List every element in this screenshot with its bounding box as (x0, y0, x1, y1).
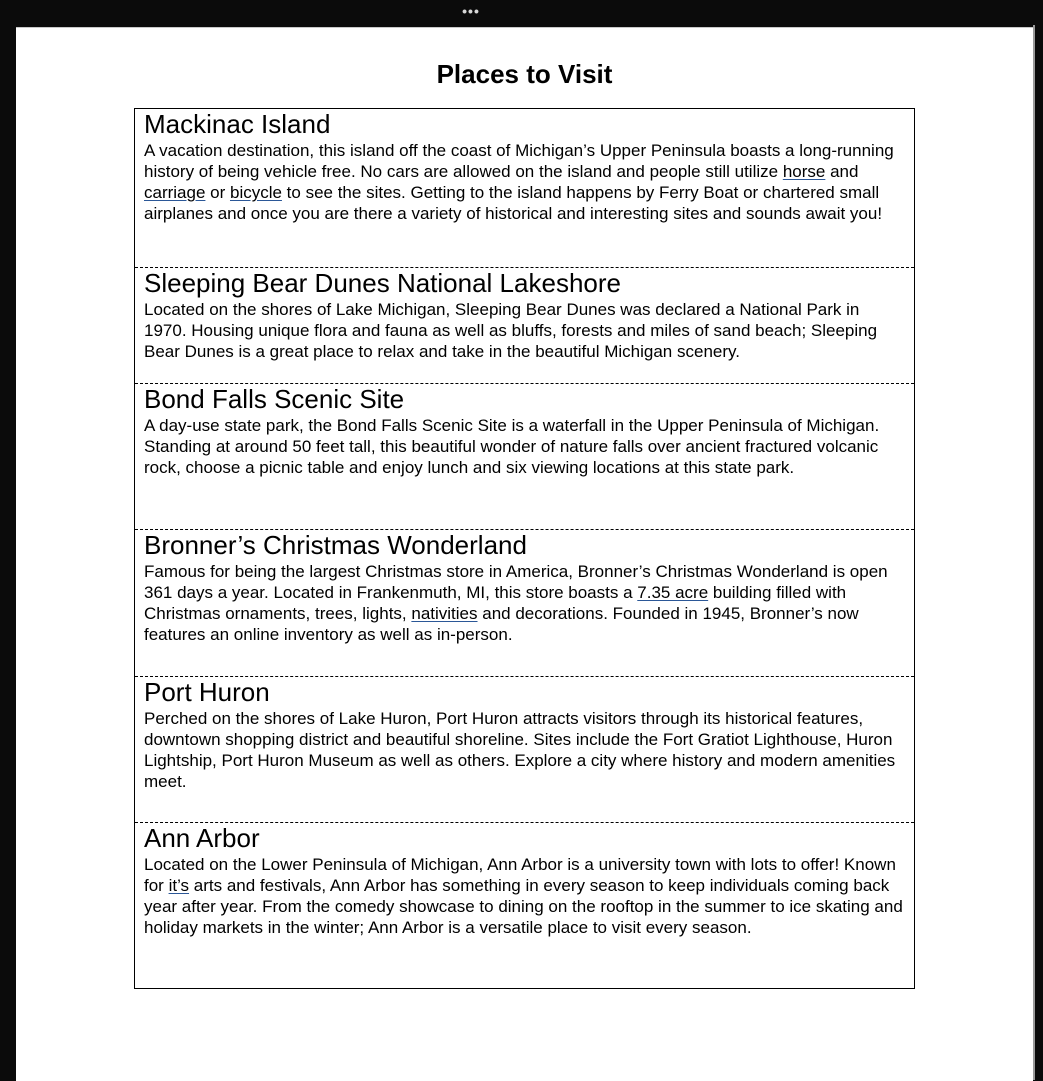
description-text: and (825, 162, 859, 181)
underlined-word: nativities (411, 604, 478, 623)
place-heading: Bond Falls Scenic Site (144, 384, 405, 414)
underlined-word: horse (782, 162, 826, 181)
underlined-word: carriage (144, 183, 206, 202)
underlined-word: 7.35 acre (637, 583, 709, 602)
place-cell-port-huron (135, 676, 914, 822)
description-text: Located on the Lower Peninsula of Michigan, Ann Arbor is a university town with lots to offer! Known for (144, 855, 896, 895)
place-cell-bronners (135, 529, 914, 676)
description-text: and decorations. Founded in 1945, Bronner’s now features an online inventory as well as in-person. (144, 604, 859, 644)
page-edge-divider (1033, 25, 1035, 1080)
description-text: arts and festivals, Ann Arbor has something in every season to keep individuals coming back year after year. From the comedy showcase to dining on the rooftop in the summer to ice skating and holiday markets in the winter; Ann Arbor is a versatile place to visit every season. (144, 876, 903, 937)
top-bar (0, 0, 1043, 25)
page-title: Places to Visit (436, 59, 613, 89)
underlined-word: bicycle (229, 183, 282, 202)
place-heading: Sleeping Bear Dunes National Lakeshore (144, 268, 621, 298)
description-text: Famous for being the largest Christmas store in America, Bronner’s Christmas Wonderland is open 361 days a year. Located in Frankenmuth, MI, this store boasts a (144, 562, 888, 602)
place-cell-sleeping-bear-dunes (135, 267, 914, 383)
place-description: A day-use state park, the Bond Falls Scenic Site is a waterfall in the Upper Peninsula of Michigan. Standing at around 50 feet tall, this beautiful wonder of nature falls over ancient fractured volcanic rock, choose a picnic table and enjoy lunch and six viewing locations at this state park. (144, 416, 880, 477)
place-description: Perched on the shores of Lake Huron, Port Huron attracts visitors through its historical features, downtown shopping district and beautiful shoreline. Sites include the Fort Gratiot Lighthouse, Huron Lightship, Port Huron Museum as well as others. Explore a city where history and modern amenities meet. (144, 709, 896, 791)
place-heading: Ann Arbor (144, 823, 260, 853)
underlined-word: it’s (168, 876, 190, 895)
place-cell-ann-arbor (135, 822, 914, 988)
place-heading: Bronner’s Christmas Wonderland (144, 530, 527, 560)
place-description (144, 854, 905, 938)
places-table (134, 108, 915, 989)
description-text: A vacation destination, this island off the coast of Michigan’s Upper Peninsula boasts a long-running history of being vehicle free. No cars are allowed on the island and people still utilize (144, 141, 894, 181)
place-heading: Port Huron (144, 677, 270, 707)
place-cell-bond-falls (135, 383, 914, 529)
place-description (144, 140, 905, 224)
more-options-icon[interactable]: ••• (462, 3, 480, 19)
place-cell-mackinac-island (135, 109, 914, 267)
description-text: building filled with Christmas ornaments, trees, lights, (144, 583, 847, 623)
description-text: to see the sites. Getting to the island happens by Ferry Boat or chartered small airplanes and once you are there a variety of historical and interesting sites and sounds await you! (144, 183, 883, 223)
place-heading: Mackinac Island (144, 109, 331, 139)
place-description (144, 561, 905, 645)
place-description: Located on the shores of Lake Michigan, Sleeping Bear Dunes was declared a National Park in 1970. Housing unique flora and fauna as well as bluffs, forests and miles of sand beach; Sleeping Bear Dunes is a great place to relax and take in the beautiful Michigan scenery. (144, 300, 878, 361)
document-page (16, 27, 1033, 1081)
description-text: or (205, 183, 230, 202)
